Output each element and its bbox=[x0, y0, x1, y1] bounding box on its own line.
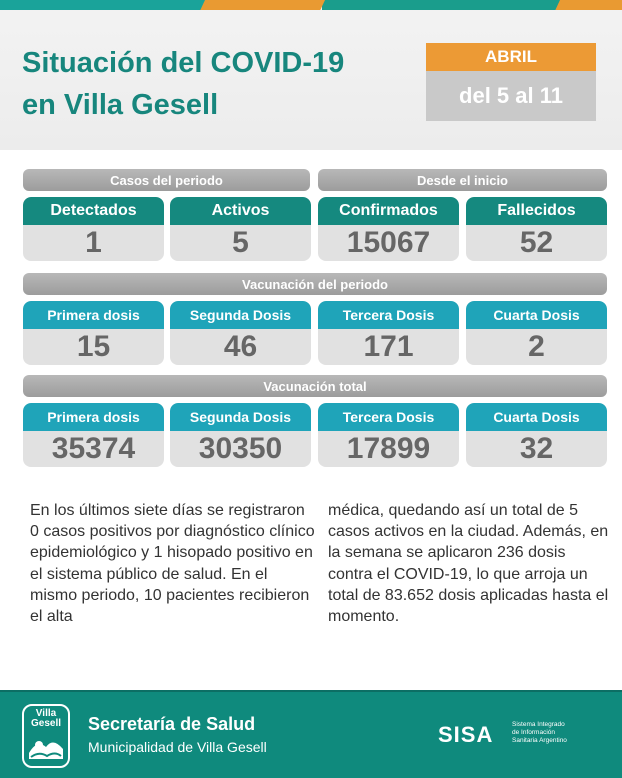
title-line-1: Situación del COVID-19 bbox=[22, 47, 345, 79]
body-text-column-1: En los últimos siete días se registraron 0 casos positivos por diagnóstico clínico epidemiológico y 1 hisopado positivo en el sistema público de salud. En el mismo periodo, 10 pacientes recibieron el alta bbox=[30, 502, 315, 626]
card-total-dose-1 bbox=[23, 403, 164, 467]
logo-line-1: Villa bbox=[35, 708, 57, 719]
sisa-line-3: Sanitaria Argentino bbox=[512, 737, 567, 744]
top-stripe-orange-2 bbox=[555, 0, 622, 10]
card-label: Segunda Dosis bbox=[170, 403, 311, 431]
logo-line-2: Gesell bbox=[30, 718, 62, 729]
card-label: Segunda Dosis bbox=[170, 301, 311, 329]
card-active bbox=[170, 197, 311, 261]
municipality-subtitle: Municipalidad de Villa Gesell bbox=[88, 739, 267, 755]
card-label: Confirmados bbox=[318, 197, 459, 225]
sisa-logo: SISA bbox=[438, 722, 494, 747]
card-period-dose-4 bbox=[466, 301, 607, 365]
card-value: 15 bbox=[76, 330, 111, 363]
villa-gesell-logo bbox=[22, 704, 70, 768]
card-period-dose-2 bbox=[170, 301, 311, 365]
section-header-vaccination-period: Vacunación del periodo bbox=[23, 273, 607, 295]
card-value: 46 bbox=[223, 330, 258, 363]
card-total-dose-3 bbox=[318, 403, 459, 467]
title-line-2: en Villa Gesell bbox=[22, 89, 219, 121]
section-header-since-start: Desde el inicio bbox=[318, 169, 607, 191]
card-value: 52 bbox=[519, 226, 554, 259]
card-value: 30350 bbox=[198, 432, 283, 465]
top-stripe-green-2 bbox=[322, 0, 567, 10]
month-badge: ABRIL bbox=[426, 43, 596, 71]
card-total-dose-4 bbox=[466, 403, 607, 467]
card-deaths bbox=[466, 197, 607, 261]
section-header-vaccination-total: Vacunación total bbox=[23, 375, 607, 397]
section-header-cases-period: Casos del periodo bbox=[23, 169, 310, 191]
sisa-line-1: Sistema Integrado bbox=[512, 721, 565, 728]
card-value: 2 bbox=[528, 330, 545, 363]
card-label: Tercera Dosis bbox=[318, 403, 459, 431]
card-value: 17899 bbox=[346, 432, 431, 465]
card-value: 171 bbox=[363, 330, 414, 363]
card-total-dose-2 bbox=[170, 403, 311, 467]
period-badge: del 5 al 11 bbox=[426, 71, 596, 121]
sisa-description bbox=[512, 721, 612, 745]
top-stripe-green bbox=[0, 0, 205, 10]
body-text-column-2: médica, quedando así un total de 5 casos activos en la ciudad. Además, en la semana se aplicaron 236 dosis contra el COVID-19, lo que arroja un total de 83.652 dosis aplicadas hasta el momento. bbox=[328, 502, 609, 626]
card-value: 1 bbox=[85, 226, 102, 259]
footer-divider bbox=[0, 690, 622, 692]
card-period-dose-3 bbox=[318, 301, 459, 365]
card-label: Primera dosis bbox=[23, 403, 164, 431]
page-title bbox=[22, 42, 402, 126]
card-value: 35374 bbox=[51, 432, 136, 465]
card-value: 32 bbox=[519, 432, 554, 465]
top-stripe-orange bbox=[200, 0, 325, 10]
card-label: Detectados bbox=[23, 197, 164, 225]
card-detected bbox=[23, 197, 164, 261]
card-label: Primera dosis bbox=[23, 301, 164, 329]
card-label: Activos bbox=[170, 197, 311, 225]
sisa-line-2: de Información bbox=[512, 729, 555, 736]
secretaria-title: Secretaría de Salud bbox=[88, 714, 256, 734]
card-label: Cuarta Dosis bbox=[466, 301, 607, 329]
card-value: 5 bbox=[232, 226, 249, 259]
card-label: Tercera Dosis bbox=[318, 301, 459, 329]
card-period-dose-1 bbox=[23, 301, 164, 365]
card-label: Cuarta Dosis bbox=[466, 403, 607, 431]
card-label: Fallecidos bbox=[466, 197, 607, 225]
card-confirmed bbox=[318, 197, 459, 261]
card-value: 15067 bbox=[346, 226, 431, 259]
dunes-icon bbox=[27, 731, 65, 763]
